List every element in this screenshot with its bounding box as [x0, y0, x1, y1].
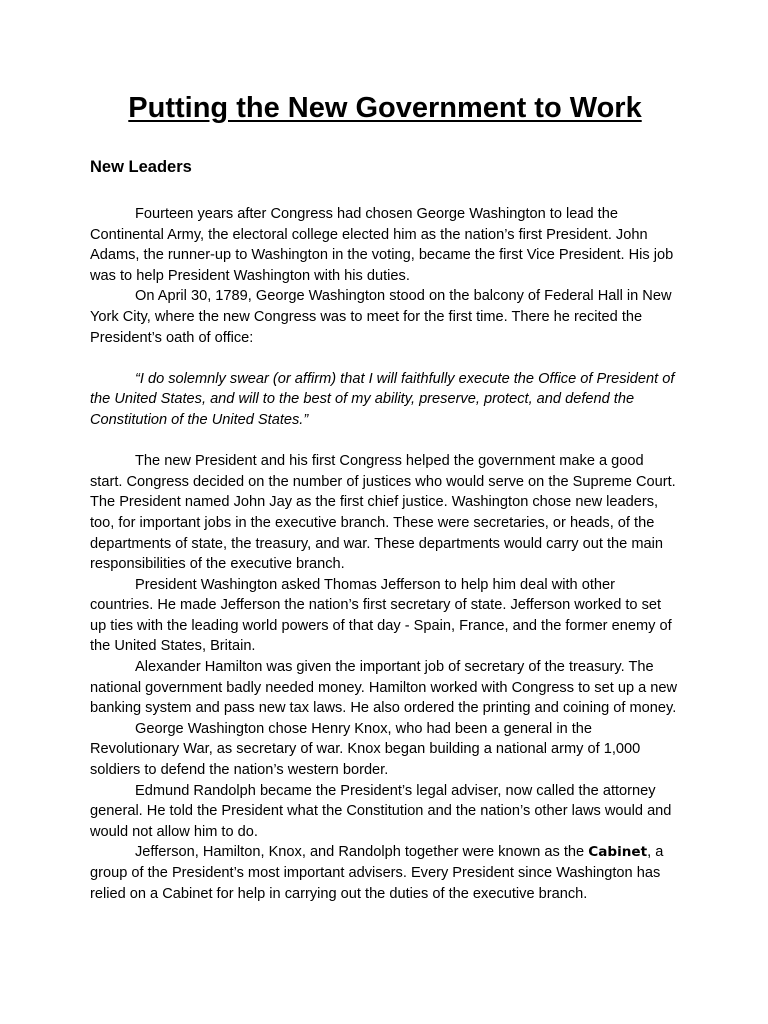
paragraph-randolph: Edmund Randolph became the President’s legal adviser, now called the attorney general. He told the President what the Constitution and the nation’s other laws would and would not allow him to do. — [90, 782, 672, 840]
paragraph-cabinet — [90, 842, 680, 904]
paragraph-hamilton: Alexander Hamilton was given the important job of secretary of the treasury. The national government badly needed money. Hamilton worked with Congress to set up a new banking system and pass new tax laws. He also ordered the printing and coining of money. — [90, 659, 678, 717]
body-text — [90, 204, 680, 904]
spacer — [90, 348, 680, 369]
cabinet-text-after: , a group of the President’s most important advisers. Every President since Washington has relied on a Cabinet for help in carrying out the duties of the executive branch. — [90, 844, 664, 902]
cabinet-term: Cabinet — [588, 844, 648, 861]
paragraph-knox: George Washington chose Henry Knox, who had been a general in the Revolutionary War, as secretary of war. Knox began building a national army of 1,000 soldiers to defend the nation’s western border. — [90, 720, 641, 779]
oath-quote: “I do solemnly swear (or affirm) that I will faithfully execute the Office of President of the United States, and will to the best of my ability, preserve, protect, and defend the Constitution of the United States.” — [90, 370, 675, 428]
paragraph-election: Fourteen years after Congress had chosen George Washington to lead the Continental Army, the electoral college elected him as the nation’s first President. John Adams, the runner-up to Washington in the voting, became the first Vice President. His job was to help President Washington with his duties. — [90, 206, 674, 284]
document-page — [90, 0, 680, 1024]
paragraph-inauguration: On April 30, 1789, George Washington stood on the balcony of Federal Hall in New York City, where the new Congress was to meet for the first time. There he recited the President’s oath of office: — [90, 288, 672, 346]
spacer — [90, 431, 680, 452]
paragraph-jefferson: President Washington asked Thomas Jefferson to help him deal with other countries. He made Jefferson the nation’s first secretary of state. Jefferson worked to set up ties with the leading world powers of that day - Spain, France, and the former enemy of the United States, Britain. — [90, 576, 672, 655]
section-heading: New Leaders — [90, 158, 192, 176]
page-title: Putting the New Government to Work — [128, 92, 642, 124]
paragraph-first-congress: The new President and his first Congress helped the government make a good start. Congress decided on the number of justices who would serve on the Supreme Court. The President named John Jay as the first chief justice. Washington chose new leaders, too, for important jobs in the executive branch. These were secretaries, or heads, of the departments of state, the treasury, and war. These departments would carry out the main responsibilities of the executive branch. — [90, 453, 676, 573]
cabinet-text-before: Jefferson, Hamilton, Knox, and Randolph together were known as the — [135, 844, 589, 861]
